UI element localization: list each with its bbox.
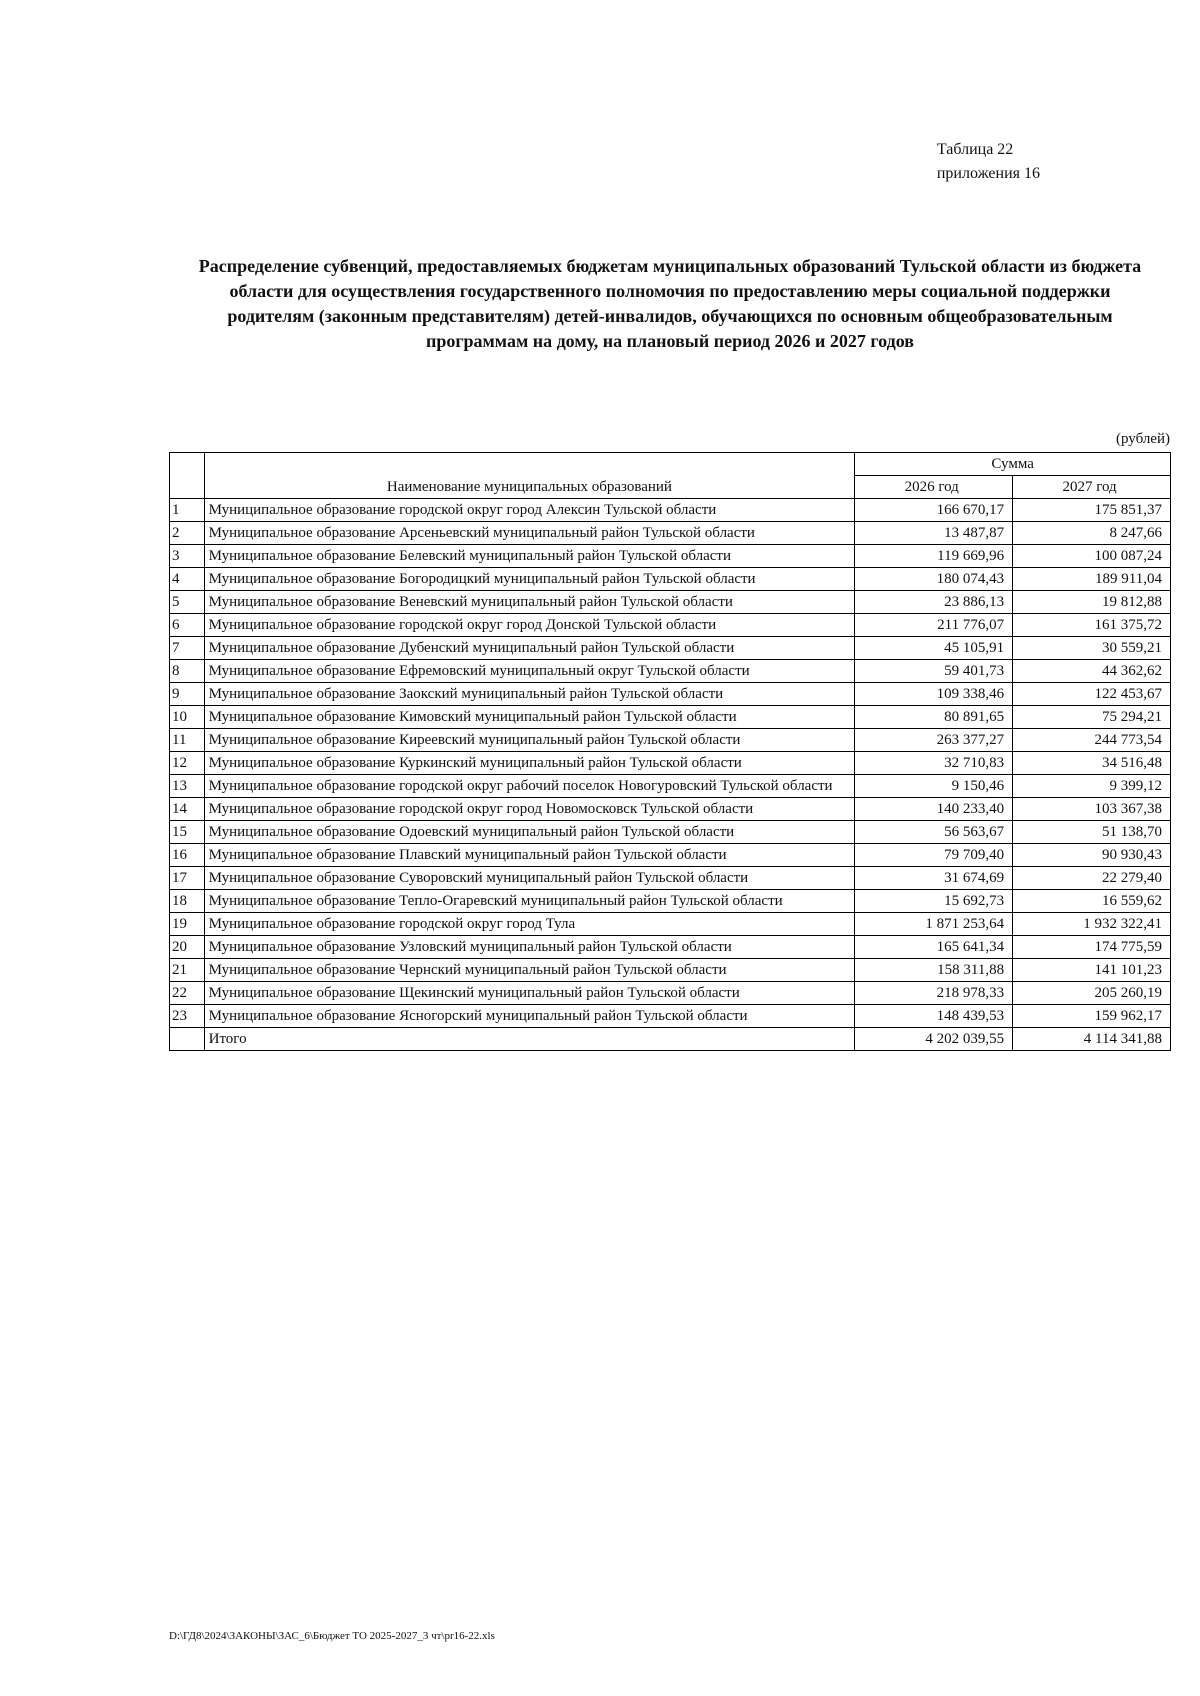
amount-2026: 109 338,46 (855, 683, 1013, 706)
municipality-name: Муниципальное образование Ефремовский муниципальный округ Тульской области (204, 660, 855, 683)
amount-2027: 189 911,04 (1013, 568, 1171, 591)
table-header-row (170, 453, 1171, 476)
municipality-name: Муниципальное образование Щекинский муниципальный район Тульской области (204, 982, 855, 1005)
municipality-name: Муниципальное образование городской округ город Тула (204, 913, 855, 936)
amount-2027: 51 138,70 (1013, 821, 1171, 844)
amount-2027: 174 775,59 (1013, 936, 1171, 959)
table-body (170, 499, 1171, 1051)
amount-2026: 32 710,83 (855, 752, 1013, 775)
amount-2027: 22 279,40 (1013, 867, 1171, 890)
row-number: 8 (170, 660, 205, 683)
amount-2027: 159 962,17 (1013, 1005, 1171, 1028)
amount-2026: 140 233,40 (855, 798, 1013, 821)
row-number: 10 (170, 706, 205, 729)
subvention-table (169, 452, 1171, 1051)
row-number: 4 (170, 568, 205, 591)
row-number: 17 (170, 867, 205, 890)
row-number: 18 (170, 890, 205, 913)
municipality-name: Муниципальное образование Чернский муниципальный район Тульской области (204, 959, 855, 982)
amount-2027: 19 812,88 (1013, 591, 1171, 614)
row-number: 12 (170, 752, 205, 775)
table-row (170, 890, 1171, 913)
amount-2026: 148 439,53 (855, 1005, 1013, 1028)
unit-label: (рублей) (1115, 431, 1170, 447)
total-row (170, 1028, 1171, 1051)
municipality-name: Муниципальное образование Кимовский муниципальный район Тульской области (204, 706, 855, 729)
municipality-name: Муниципальное образование Арсеньевский муниципальный район Тульской области (204, 522, 855, 545)
amount-2027: 103 367,38 (1013, 798, 1171, 821)
amount-2026: 180 074,43 (855, 568, 1013, 591)
total-2026: 4 202 039,55 (855, 1028, 1013, 1051)
total-2027: 4 114 341,88 (1013, 1028, 1171, 1051)
municipality-name: Муниципальное образование Одоевский муниципальный район Тульской области (204, 821, 855, 844)
amount-2027: 1 932 322,41 (1013, 913, 1171, 936)
header-sum-cell: Сумма (855, 453, 1171, 476)
row-number: 21 (170, 959, 205, 982)
table-number-label: Таблица 22 (936, 141, 1014, 158)
appendix-number-label: приложения 16 (936, 165, 1040, 182)
footer-file-path: D:\ГД8\2024\ЗАКОНЫ\ЗАС_6\Бюджет ТО 2025-2027_3 чт\pr16-22.xls (169, 1630, 495, 1642)
municipality-name: Муниципальное образование Плавский муниципальный район Тульской области (204, 844, 855, 867)
amount-2027: 90 930,43 (1013, 844, 1171, 867)
amount-2027: 16 559,62 (1013, 890, 1171, 913)
municipality-name: Муниципальное образование Богородицкий муниципальный район Тульской области (204, 568, 855, 591)
row-number: 7 (170, 637, 205, 660)
row-number: 1 (170, 499, 205, 522)
municipality-name: Муниципальное образование городской округ город Новомосковск Тульской области (204, 798, 855, 821)
table-row (170, 522, 1171, 545)
row-number: 9 (170, 683, 205, 706)
amount-2027: 8 247,66 (1013, 522, 1171, 545)
table-row (170, 959, 1171, 982)
header-year-2027: 2027 год (1013, 476, 1171, 499)
table-row (170, 729, 1171, 752)
municipality-name: Муниципальное образование Суворовский муниципальный район Тульской области (204, 867, 855, 890)
amount-2026: 59 401,73 (855, 660, 1013, 683)
row-number: 20 (170, 936, 205, 959)
amount-2026: 56 563,67 (855, 821, 1013, 844)
table-row (170, 821, 1171, 844)
table-row (170, 936, 1171, 959)
row-number: 16 (170, 844, 205, 867)
amount-2026: 263 377,27 (855, 729, 1013, 752)
table-row (170, 913, 1171, 936)
row-number: 22 (170, 982, 205, 1005)
municipality-name: Муниципальное образование Узловский муниципальный район Тульской области (204, 936, 855, 959)
amount-2027: 34 516,48 (1013, 752, 1171, 775)
municipality-name: Муниципальное образование Куркинский муниципальный район Тульской области (204, 752, 855, 775)
municipality-name: Муниципальное образование городской округ город Алексин Тульской области (204, 499, 855, 522)
amount-2026: 15 692,73 (855, 890, 1013, 913)
amount-2026: 119 669,96 (855, 545, 1013, 568)
amount-2026: 79 709,40 (855, 844, 1013, 867)
table-row (170, 1005, 1171, 1028)
municipality-name: Муниципальное образование Белевский муниципальный район Тульской области (204, 545, 855, 568)
table-row (170, 683, 1171, 706)
row-number: 11 (170, 729, 205, 752)
row-number: 5 (170, 591, 205, 614)
row-number: 6 (170, 614, 205, 637)
row-number: 2 (170, 522, 205, 545)
table-row (170, 798, 1171, 821)
municipality-name: Муниципальное образование Ясногорский муниципальный район Тульской области (204, 1005, 855, 1028)
amount-2026: 31 674,69 (855, 867, 1013, 890)
amount-2027: 141 101,23 (1013, 959, 1171, 982)
header-year-2026: 2026 год (855, 476, 1013, 499)
amount-2027: 122 453,67 (1013, 683, 1171, 706)
table-row (170, 614, 1171, 637)
header-name-cell: Наименование муниципальных образований (204, 453, 855, 499)
amount-2027: 75 294,21 (1013, 706, 1171, 729)
table-row (170, 660, 1171, 683)
amount-2026: 218 978,33 (855, 982, 1013, 1005)
amount-2026: 166 670,17 (855, 499, 1013, 522)
amount-2027: 244 773,54 (1013, 729, 1171, 752)
amount-2026: 165 641,34 (855, 936, 1013, 959)
amount-2026: 23 886,13 (855, 591, 1013, 614)
document-title: Распределение субвенций, предоставляемых бюджетам муниципальных образований Тульской области из бюджета области для осуществления государственного полномочия по предоставлению меры социальной поддержки родителям (законным представителям) детей-инвалидов, обучающихся по основным общеобразовательным программам на дому, на плановый период 2026 и 2027 годов (198, 256, 1142, 351)
amount-2027: 44 362,62 (1013, 660, 1171, 683)
amount-2026: 211 776,07 (855, 614, 1013, 637)
table-row (170, 591, 1171, 614)
amount-2026: 45 105,91 (855, 637, 1013, 660)
amount-2026: 1 871 253,64 (855, 913, 1013, 936)
table-row (170, 637, 1171, 660)
total-label: Итого (204, 1028, 855, 1051)
amount-2027: 205 260,19 (1013, 982, 1171, 1005)
municipality-name: Муниципальное образование Заокский муниципальный район Тульской области (204, 683, 855, 706)
amount-2027: 9 399,12 (1013, 775, 1171, 798)
municipality-name: Муниципальное образование городской округ рабочий поселок Новогуровский Тульской области (204, 775, 855, 798)
header-number-cell (170, 453, 205, 499)
row-number: 14 (170, 798, 205, 821)
row-number: 15 (170, 821, 205, 844)
municipality-name: Муниципальное образование Тепло-Огаревский муниципальный район Тульской области (204, 890, 855, 913)
table-row (170, 499, 1171, 522)
table-row (170, 752, 1171, 775)
amount-2026: 80 891,65 (855, 706, 1013, 729)
amount-2027: 100 087,24 (1013, 545, 1171, 568)
row-number: 13 (170, 775, 205, 798)
table-row (170, 867, 1171, 890)
table-row (170, 982, 1171, 1005)
table-row (170, 706, 1171, 729)
amount-2026: 158 311,88 (855, 959, 1013, 982)
row-number: 19 (170, 913, 205, 936)
appendix-reference (937, 138, 1040, 186)
municipality-name: Муниципальное образование Веневский муниципальный район Тульской области (204, 591, 855, 614)
table-row (170, 775, 1171, 798)
row-number: 3 (170, 545, 205, 568)
table-row (170, 844, 1171, 867)
amount-2027: 175 851,37 (1013, 499, 1171, 522)
municipality-name: Муниципальное образование Киреевский муниципальный район Тульской области (204, 729, 855, 752)
amount-2027: 161 375,72 (1013, 614, 1171, 637)
amount-2026: 13 487,87 (855, 522, 1013, 545)
amount-2027: 30 559,21 (1013, 637, 1171, 660)
total-number-cell (170, 1028, 205, 1051)
municipality-name: Муниципальное образование Дубенский муниципальный район Тульской области (204, 637, 855, 660)
table-row (170, 568, 1171, 591)
row-number: 23 (170, 1005, 205, 1028)
table-row (170, 545, 1171, 568)
municipality-name: Муниципальное образование городской округ город Донской Тульской области (204, 614, 855, 637)
amount-2026: 9 150,46 (855, 775, 1013, 798)
